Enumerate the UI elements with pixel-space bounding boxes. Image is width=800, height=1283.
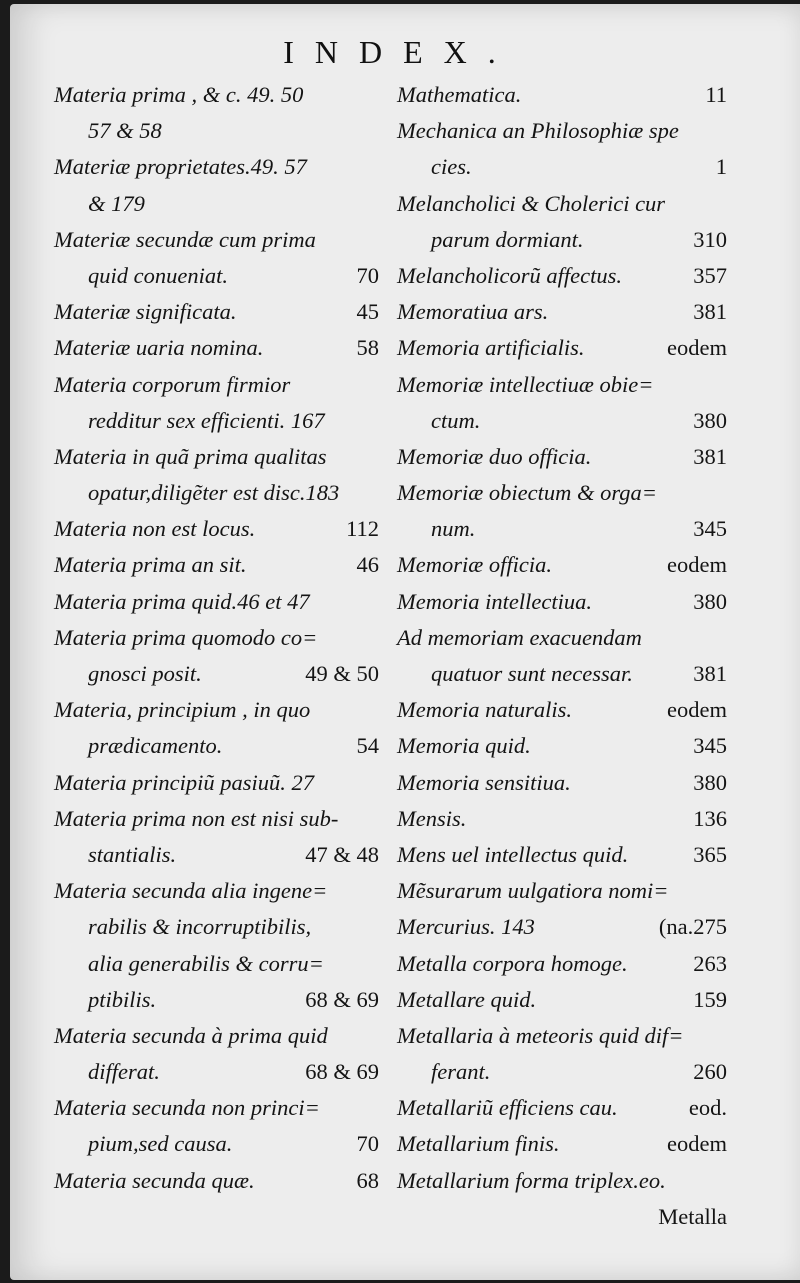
index-entry-line bbox=[397, 186, 727, 222]
index-entry-text: Materiæ uaria nomina. bbox=[54, 335, 264, 361]
index-entry-line bbox=[54, 909, 379, 945]
index-entry-line bbox=[397, 982, 727, 1018]
index-entry-line bbox=[397, 475, 727, 511]
index-entry-text: alia generabilis & corru= bbox=[88, 950, 324, 976]
index-entry-line bbox=[397, 294, 727, 330]
index-entry-line bbox=[54, 439, 379, 475]
index-entry-line bbox=[397, 222, 727, 258]
index-entry-text: Materia, principium , in quo bbox=[54, 697, 311, 723]
index-entry-text: Memoria quid. bbox=[397, 733, 531, 759]
index-entry-text: Mechanica an Philosophiæ spe bbox=[397, 118, 679, 144]
index-entry-text: Materia prima , & c. 49. 50 bbox=[54, 82, 304, 107]
index-entry-line bbox=[54, 728, 379, 764]
page-reference: 54 bbox=[356, 733, 379, 759]
index-entry-text: Materia secunda alia ingene= bbox=[54, 878, 328, 904]
index-entry-line bbox=[397, 1090, 727, 1126]
index-entry-text: Materiæ secundæ cum prima bbox=[54, 226, 316, 252]
index-entry-line bbox=[54, 77, 379, 113]
page-reference: (na.275 bbox=[658, 914, 727, 940]
page-reference: 47 & 48 bbox=[305, 841, 379, 867]
right-index-column bbox=[397, 77, 727, 1235]
index-entry-text: Materia corporum firmior bbox=[54, 371, 291, 397]
page-reference: eodem bbox=[667, 697, 727, 723]
index-entry-line bbox=[54, 294, 379, 330]
index-entry-line bbox=[397, 837, 727, 873]
page-reference: 45 bbox=[356, 299, 379, 325]
page-reference: 1 bbox=[715, 154, 727, 180]
index-entry-line bbox=[397, 439, 727, 475]
index-entry-line bbox=[54, 1018, 379, 1054]
index-entry-text: Materiæ proprietates.49. 57 bbox=[54, 154, 307, 180]
index-entry-text: Materia secunda quæ. bbox=[54, 1167, 255, 1193]
page-reference: 70 bbox=[356, 262, 379, 288]
index-entry-text: prædicamento. bbox=[88, 733, 223, 759]
index-entry-text: ctum. bbox=[431, 407, 481, 433]
page-reference: 381 bbox=[693, 661, 727, 686]
index-entry-text: Materia secunda non princi= bbox=[54, 1095, 320, 1121]
index-entry-line bbox=[397, 330, 727, 366]
page-reference: 365 bbox=[693, 841, 727, 867]
index-entry-text: 57 & 58 bbox=[88, 118, 162, 144]
index-entry-text: Metallaria à meteoris quid dif= bbox=[397, 1022, 684, 1048]
index-entry-line bbox=[54, 620, 379, 656]
index-entry-line bbox=[397, 149, 727, 185]
index-entry-line bbox=[54, 946, 379, 982]
index-entry-line bbox=[397, 367, 727, 403]
index-entry-text: Mensis. bbox=[397, 805, 467, 831]
index-entry-text: Melancholici & Cholerici cur bbox=[397, 190, 666, 216]
index-entry-text: Materia in quã prima qualitas bbox=[54, 443, 327, 469]
page-reference: 46 bbox=[356, 552, 379, 578]
index-entry-text: Materia prima an sit. bbox=[54, 552, 247, 578]
index-entry-line bbox=[397, 946, 727, 982]
index-entry-text: Memoria intellectiua. bbox=[397, 588, 592, 614]
index-entry-line bbox=[397, 692, 727, 728]
index-entry-text: quatuor sunt necessar. bbox=[431, 661, 633, 686]
page-header-index: INDEX. bbox=[283, 34, 517, 70]
page-reference: 49 & 50 bbox=[305, 661, 379, 686]
index-entry-text: Materiæ significata. bbox=[54, 299, 237, 325]
index-entry-text: Memoriæ obiectum & orga= bbox=[397, 480, 657, 506]
page-reference: 260 bbox=[693, 1059, 727, 1085]
index-entry-text: Metallarium finis. bbox=[397, 1131, 560, 1157]
index-entry-line bbox=[54, 837, 379, 873]
index-entry-text: Materia prima non est nisi sub- bbox=[54, 805, 339, 831]
index-entry-line bbox=[54, 982, 379, 1018]
index-entry-line bbox=[397, 620, 727, 656]
page-reference: 381 bbox=[693, 299, 727, 325]
index-entry-line bbox=[54, 801, 379, 837]
index-entry-line bbox=[397, 801, 727, 837]
index-entry-text: opatur,diligẽter est disc.183 bbox=[88, 480, 340, 506]
index-entry-text: Metalla corpora homoge. bbox=[397, 950, 628, 976]
index-entry-line bbox=[54, 584, 379, 620]
page-reference: eodem bbox=[667, 1131, 727, 1157]
index-entry-line bbox=[54, 475, 379, 511]
page-reference: eodem bbox=[667, 335, 727, 361]
index-entry-line bbox=[397, 656, 727, 692]
index-entry-text: Memoriæ officia. bbox=[397, 552, 552, 578]
index-entry-text: Memoriæ duo officia. bbox=[397, 443, 592, 469]
index-entry-line bbox=[54, 873, 379, 909]
page-reference: 380 bbox=[693, 588, 727, 614]
index-entry-text: Melancholicorũ affectus. bbox=[397, 262, 622, 288]
index-entry-text: stantialis. bbox=[88, 841, 177, 867]
index-entry-text: gnosci posit. bbox=[88, 661, 202, 686]
page-reference: 345 bbox=[693, 733, 727, 759]
index-entry-line bbox=[397, 765, 727, 801]
index-entry-text: redditur sex efficienti. 167 bbox=[88, 407, 325, 433]
page-reference: 68 & 69 bbox=[305, 1059, 379, 1085]
index-entry-text: pium,sed causa. bbox=[88, 1131, 233, 1157]
page-reference: 58 bbox=[356, 335, 379, 361]
index-entry-line bbox=[397, 403, 727, 439]
index-entry-line bbox=[54, 547, 379, 583]
index-entry-text: differat. bbox=[88, 1059, 160, 1085]
index-entry-line bbox=[397, 1018, 727, 1054]
index-entry-text: Materia prima quid.46 et 47 bbox=[54, 588, 310, 614]
index-entry-line bbox=[54, 656, 379, 692]
index-entry-text: Materia principiũ pasiuũ. 27 bbox=[54, 769, 314, 795]
index-entry-text: Memoria naturalis. bbox=[397, 697, 573, 723]
index-entry-line bbox=[397, 77, 727, 113]
page-reference: 310 bbox=[693, 226, 727, 252]
page-reference: 263 bbox=[693, 950, 727, 976]
index-entry-text: parum dormiant. bbox=[431, 226, 584, 252]
index-entry-line bbox=[54, 1163, 379, 1199]
index-entry-line bbox=[54, 1090, 379, 1126]
index-entry-text: Materia secunda à prima quid bbox=[54, 1022, 328, 1048]
index-entry-line bbox=[54, 149, 379, 185]
index-entry-text: Materia non est locus. bbox=[54, 516, 256, 542]
page-reference: 11 bbox=[705, 82, 727, 107]
index-entry-line bbox=[54, 692, 379, 728]
index-entry-line bbox=[54, 367, 379, 403]
index-entry-line bbox=[54, 186, 379, 222]
index-entry-text: Ad memoriam exacuendam bbox=[397, 624, 642, 650]
left-index-column bbox=[54, 77, 379, 1199]
index-entry-line bbox=[54, 511, 379, 547]
page-reference: 136 bbox=[693, 805, 727, 831]
index-entry-line bbox=[397, 547, 727, 583]
page-reference: 112 bbox=[346, 516, 379, 542]
page-reference: eodem bbox=[667, 552, 727, 578]
index-entry-text: num. bbox=[431, 516, 476, 542]
index-entry-line bbox=[397, 1054, 727, 1090]
page-reference: 68 & 69 bbox=[305, 986, 379, 1012]
index-entry-text: Mathematica. bbox=[397, 82, 522, 107]
index-entry-text: Metallariũ efficiens cau. bbox=[397, 1095, 618, 1121]
index-entry-line bbox=[54, 113, 379, 149]
page-reference: 70 bbox=[356, 1131, 379, 1157]
page-reference: 380 bbox=[693, 769, 727, 795]
index-entry-text: Memoria sensitiua. bbox=[397, 769, 571, 795]
page-reference: 357 bbox=[693, 262, 727, 288]
index-entry-line bbox=[54, 258, 379, 294]
index-entry-text: Materia prima quomodo co= bbox=[54, 624, 318, 650]
index-entry-line bbox=[54, 1126, 379, 1162]
page-reference: 381 bbox=[693, 443, 727, 469]
index-entry-line bbox=[397, 1126, 727, 1162]
index-entry-text: Memoratiua ars. bbox=[397, 299, 549, 325]
index-entry-text: Metallare quid. bbox=[397, 986, 537, 1012]
index-entry-text: & 179 bbox=[88, 190, 145, 216]
index-entry-line bbox=[54, 330, 379, 366]
index-entry-line bbox=[54, 765, 379, 801]
index-entry-line bbox=[54, 222, 379, 258]
index-entry-line bbox=[54, 1054, 379, 1090]
index-entry-text: Memoriæ intellectiuæ obie= bbox=[397, 371, 654, 397]
index-entry-line bbox=[397, 873, 727, 909]
index-entry-line bbox=[397, 909, 727, 945]
index-entry-text: Mens uel intellectus quid. bbox=[397, 841, 629, 867]
index-entry-text: ferant. bbox=[431, 1059, 491, 1085]
index-entry-line bbox=[397, 584, 727, 620]
index-entry-text: Memoria artificialis. bbox=[397, 335, 585, 361]
page-reference: 68 bbox=[356, 1167, 379, 1193]
index-entry-text: Metallarium forma triplex.eo. bbox=[397, 1167, 666, 1193]
page-reference: 380 bbox=[693, 407, 727, 433]
page-reference: eod. bbox=[688, 1095, 727, 1121]
index-entry-text: quid conueniat. bbox=[88, 262, 228, 288]
index-entry-line bbox=[397, 728, 727, 764]
index-entry-text: Mẽsurarum uulgatiora nomi= bbox=[397, 878, 669, 904]
index-entry-line bbox=[397, 511, 727, 547]
index-entry-text: cies. bbox=[431, 154, 472, 180]
index-entry-text: rabilis & incorruptibilis, bbox=[88, 914, 312, 940]
index-entry-text: ptibilis. bbox=[88, 986, 157, 1012]
index-entry-line bbox=[397, 258, 727, 294]
index-entry-line bbox=[397, 1163, 727, 1199]
index-entry-line bbox=[54, 403, 379, 439]
page-reference: 345 bbox=[693, 516, 727, 542]
index-entry-line bbox=[397, 113, 727, 149]
page-reference: 159 bbox=[693, 986, 727, 1012]
index-entry-text: Mercurius. 143 bbox=[397, 914, 535, 940]
catchword: Metalla bbox=[658, 1203, 727, 1229]
catchword-line bbox=[397, 1199, 727, 1235]
